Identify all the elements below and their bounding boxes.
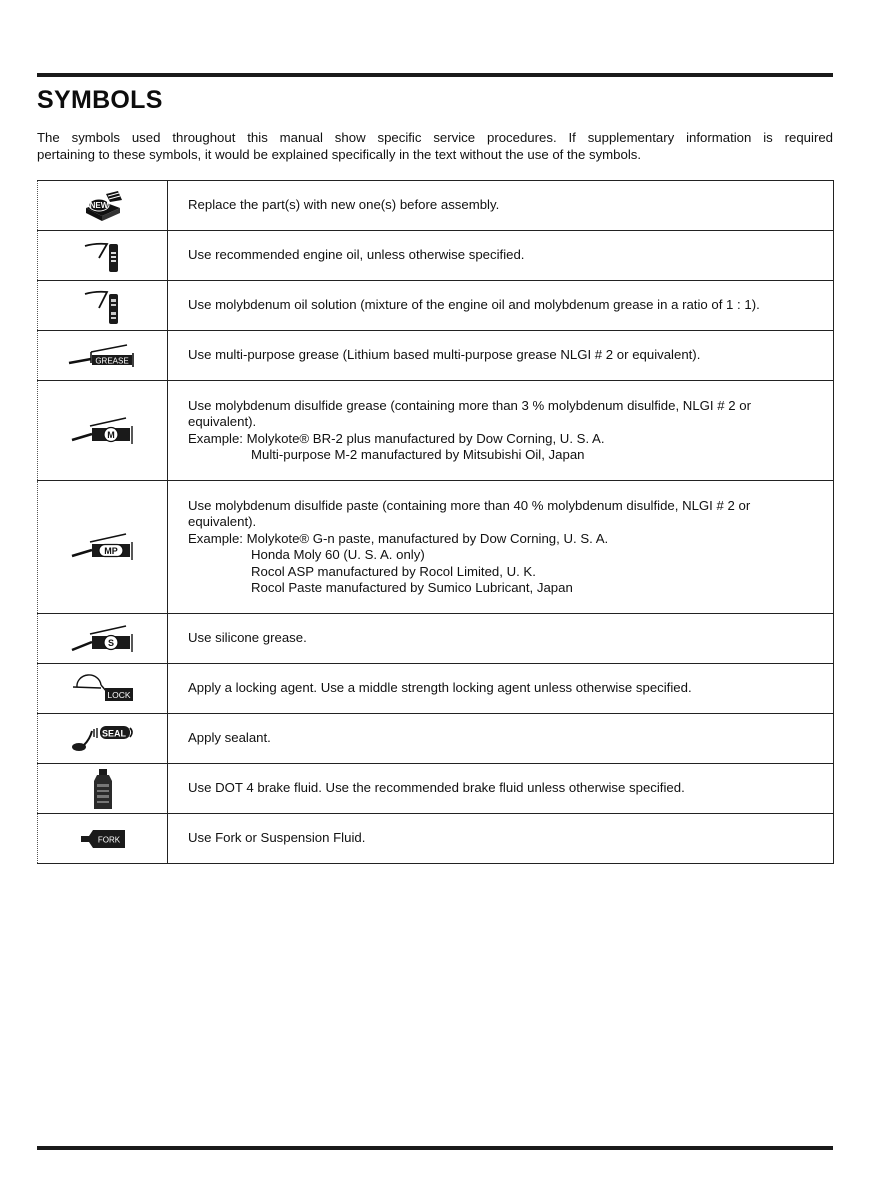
moly-paste-label: MP xyxy=(103,546,118,556)
icon-cell xyxy=(38,181,168,231)
symbols-table xyxy=(37,180,834,864)
symbol-row xyxy=(38,764,834,814)
icon-cell xyxy=(38,481,168,614)
symbol-row xyxy=(38,281,834,331)
description-line: Use recommended engine oil, unless otherwise specified. xyxy=(188,247,525,263)
description-line: Use silicone grease. xyxy=(188,630,307,646)
description-line: Use Fork or Suspension Fluid. xyxy=(188,830,366,846)
icon-cell xyxy=(38,764,168,814)
symbol-row xyxy=(38,714,834,764)
symbol-row xyxy=(38,481,834,614)
symbol-description xyxy=(168,664,834,714)
example-line: Example: Molykote® G-n paste, manufactured by Dow Corning, U. S. A. xyxy=(188,530,609,546)
grease-icon xyxy=(67,343,139,369)
symbol-row xyxy=(38,664,834,714)
new-label: NEW xyxy=(89,200,108,210)
example-line: Multi-purpose M-2 manufactured by Mitsubishi Oil, Japan xyxy=(251,447,585,462)
description-line: Use multi-purpose grease (Lithium based multi-purpose grease NLGI # 2 or equivalent). xyxy=(188,347,701,363)
symbol-description xyxy=(168,481,834,614)
grease-label: GREASE xyxy=(94,356,129,365)
icon-cell xyxy=(38,664,168,714)
lock-label: LOCK xyxy=(106,689,131,700)
intro-paragraph xyxy=(37,129,833,163)
symbol-row xyxy=(38,381,834,481)
symbol-row xyxy=(38,231,834,281)
symbol-description xyxy=(168,714,834,764)
intro-line-2: pertaining to these symbols, it would be explained specifically in the text without the use of the symbols. xyxy=(37,147,642,162)
icon-cell xyxy=(38,814,168,864)
moly-paste-icon xyxy=(70,532,136,562)
description-line: Apply a locking agent. Use a middle strength locking agent unless otherwise specified. xyxy=(188,680,692,696)
symbol-description xyxy=(168,231,834,281)
example-line: Example: Molykote® BR-2 plus manufactured by Dow Corning, U. S. A. xyxy=(188,430,605,446)
top-rule xyxy=(37,73,833,77)
moly-grease-label: M xyxy=(106,429,115,440)
description-line: Use molybdenum disulfide grease (containing more than 3 % molybdenum disulfide, NLGI # 2 or xyxy=(188,397,751,413)
silicone-grease-icon xyxy=(70,624,136,654)
description-line: equivalent). xyxy=(188,414,257,429)
page-title: SYMBOLS xyxy=(37,86,163,114)
symbol-description xyxy=(168,814,834,864)
symbol-description xyxy=(168,614,834,664)
description-line: Replace the part(s) with new one(s) before assembly. xyxy=(188,197,500,213)
description-line: Use molybdenum oil solution (mixture of the engine oil and molybdenum grease in a ratio of 1 : 1). xyxy=(188,297,760,313)
bottom-rule xyxy=(37,1146,833,1150)
icon-cell xyxy=(38,281,168,331)
description-line: Use molybdenum disulfide paste (containing more than 40 % molybdenum disulfide, NLGI # 2 or xyxy=(188,497,751,513)
moly-grease-icon xyxy=(70,416,136,446)
icon-cell xyxy=(38,231,168,281)
symbol-row xyxy=(38,614,834,664)
example-line: Rocol ASP manufactured by Rocol Limited, U. K. xyxy=(251,563,536,579)
brake-fluid-icon xyxy=(92,768,114,810)
symbol-description xyxy=(168,381,834,481)
icon-cell xyxy=(38,331,168,381)
symbol-description xyxy=(168,281,834,331)
description-line: equivalent). xyxy=(188,514,257,529)
icon-cell xyxy=(38,381,168,481)
intro-line-1: The symbols used throughout this manual show specific service procedures. If supplementary information is required xyxy=(37,130,833,145)
symbol-description xyxy=(168,181,834,231)
new-part-icon xyxy=(82,190,124,222)
symbol-description xyxy=(168,331,834,381)
symbol-row xyxy=(38,331,834,381)
icon-cell xyxy=(38,614,168,664)
symbol-row xyxy=(38,814,834,864)
symbol-description xyxy=(168,764,834,814)
molybdenum-oil-icon xyxy=(81,286,125,326)
sealant-icon xyxy=(70,723,136,755)
example-line: Honda Moly 60 (U. S. A. only) xyxy=(251,547,425,562)
seal-label: SEAL xyxy=(101,728,126,738)
symbol-row xyxy=(38,181,834,231)
fork-label: FORK xyxy=(97,835,120,844)
locking-agent-icon xyxy=(71,674,135,704)
fork-fluid-icon xyxy=(79,828,127,850)
silicone-label: S xyxy=(107,637,114,648)
example-line: Rocol Paste manufactured by Sumico Lubricant, Japan xyxy=(251,580,573,595)
icon-cell xyxy=(38,714,168,764)
description-line: Use DOT 4 brake fluid. Use the recommended brake fluid unless otherwise specified. xyxy=(188,780,685,796)
description-line: Apply sealant. xyxy=(188,730,271,746)
engine-oil-icon xyxy=(81,238,125,274)
